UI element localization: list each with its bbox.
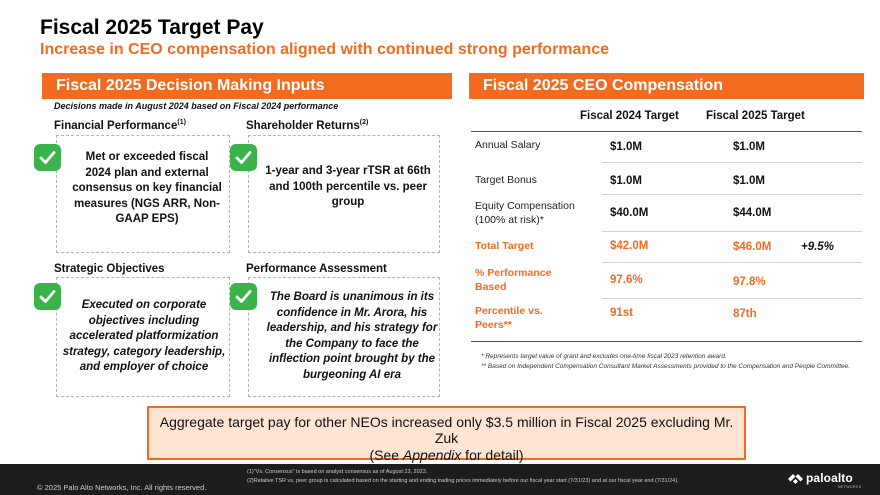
percentile-fy24: 91st	[610, 307, 634, 319]
paloalto-logo	[787, 470, 867, 492]
neo-pay-callout	[147, 406, 746, 463]
percentile-fy25: 87th	[733, 308, 757, 320]
paloalto-logo-icon	[787, 472, 804, 486]
row-divider	[602, 162, 862, 163]
equity-fy25: $44.0M	[733, 207, 772, 219]
performance-assessment-heading: Performance Assessment	[246, 263, 387, 275]
page-subtitle: Increase in CEO compensation aligned with continued strong performance	[40, 41, 609, 58]
assessment-check	[230, 283, 257, 310]
logo-subtext: NETWORKS	[838, 485, 862, 489]
checkmark-icon	[235, 149, 252, 166]
performance-based-fy24: 97.6%	[610, 274, 643, 286]
target-bonus-fy24: $1.0M	[610, 175, 642, 187]
row-label-percentile: Percentile vs. Peers**	[475, 305, 543, 332]
callout-see-appendix	[149, 447, 744, 463]
shareholder-footnote-ref: (2)	[359, 119, 369, 126]
see-suffix: for detail)	[461, 447, 524, 463]
shareholder-returns-label: Shareholder Returns	[246, 119, 360, 132]
footer-bar	[0, 464, 880, 495]
column-header-fy24: Fiscal 2024 Target	[580, 110, 679, 122]
row-divider	[602, 194, 862, 195]
column-header-fy25: Fiscal 2025 Target	[706, 110, 805, 122]
total-target-fy25: $46.0M	[733, 241, 772, 253]
checkmark-icon	[39, 149, 56, 166]
strategic-check	[34, 283, 61, 310]
copyright-text: © 2025 Palo Alto Networks, Inc. All rights reserved.	[37, 483, 207, 492]
footer-notes	[247, 468, 679, 485]
row-label-total-target: Total Target	[475, 240, 534, 252]
performance-assessment-text: The Board is unanimous in its confidence in Mr. Arora, his leadership, and his strategy for the Company to face the inflection point brought by the burgeoning AI era	[266, 291, 438, 381]
table-header-rule	[471, 131, 862, 132]
row-label-target-bonus: Target Bonus	[475, 174, 537, 186]
financial-performance-text: Met or exceeded fiscal 2024 plan and external consensus on key financial measures (NGS ARR, Non-GAAP EPS)	[72, 151, 222, 226]
target-bonus-fy25: $1.0M	[733, 175, 765, 187]
annual-salary-fy24: $1.0M	[610, 141, 642, 153]
shareholder-check	[230, 144, 257, 171]
total-target-fy24: $42.0M	[610, 240, 649, 252]
checkmark-icon	[39, 288, 56, 305]
equity-fy24: $40.0M	[610, 207, 649, 219]
see-prefix: (See	[369, 447, 403, 463]
compensation-footnote-1: * Represents target value of grant and excludes one-time fiscal 2023 retention award.	[481, 353, 727, 360]
footer-note-2: (2)Relative TSR vs. peer group is calculated based on the starting and ending trading prices immediately before our fiscal year start (7/31/23) and at our fiscal year end (7/31/24).	[247, 477, 679, 484]
decisions-note: Decisions made in August 2024 based on Fiscal 2024 performance	[54, 101, 339, 111]
page-title: Fiscal 2025 Target Pay	[40, 16, 264, 39]
ceo-compensation-header: Fiscal 2025 CEO Compensation	[469, 73, 864, 99]
appendix-link[interactable]: Appendix	[402, 447, 462, 463]
financial-footnote-ref: (1)	[177, 119, 186, 126]
row-divider	[602, 231, 862, 232]
financial-check	[34, 144, 61, 171]
checkmark-icon	[235, 288, 252, 305]
logo-wordmark: paloalto	[806, 471, 853, 485]
table-bottom-rule	[471, 341, 862, 342]
performance-based-fy25: 97.8%	[733, 276, 766, 288]
decision-inputs-header: Fiscal 2025 Decision Making Inputs	[42, 73, 452, 99]
annual-salary-fy25: $1.0M	[733, 141, 765, 153]
row-label-annual-salary: Annual Salary	[475, 139, 541, 151]
row-divider	[602, 262, 862, 263]
row-label-equity: Equity Compensation (100% at risk)*	[475, 200, 575, 227]
financial-performance-label: Financial Performance	[54, 119, 178, 132]
total-target-change: +9.5%	[801, 241, 834, 253]
shareholder-returns-heading	[246, 119, 368, 132]
shareholder-returns-text: 1-year and 3-year rTSR at 66th and 100th percentile vs. peer group	[265, 165, 431, 209]
row-divider	[602, 298, 862, 299]
callout-main-text: Aggregate target pay for other NEOs increased only $3.5 million in Fiscal 2025 excluding Mr. Zuk	[159, 414, 734, 446]
strategic-objectives-heading: Strategic Objectives	[54, 263, 165, 275]
strategic-objectives-text: Executed on corporate objectives including accelerated platformization strategy, category leadership, and employer of choice	[62, 299, 226, 374]
row-label-performance-based: % Performance Based	[475, 267, 552, 294]
financial-performance-heading	[54, 119, 186, 132]
compensation-footnote-2: ** Based on Independent Compensation Consultant Market Assessments provided to the Compensation and People Committee.	[481, 363, 851, 370]
footer-note-1: (1)"Vs. Consensus" is based on analyst consensus as of August 23, 2023.	[247, 469, 428, 475]
